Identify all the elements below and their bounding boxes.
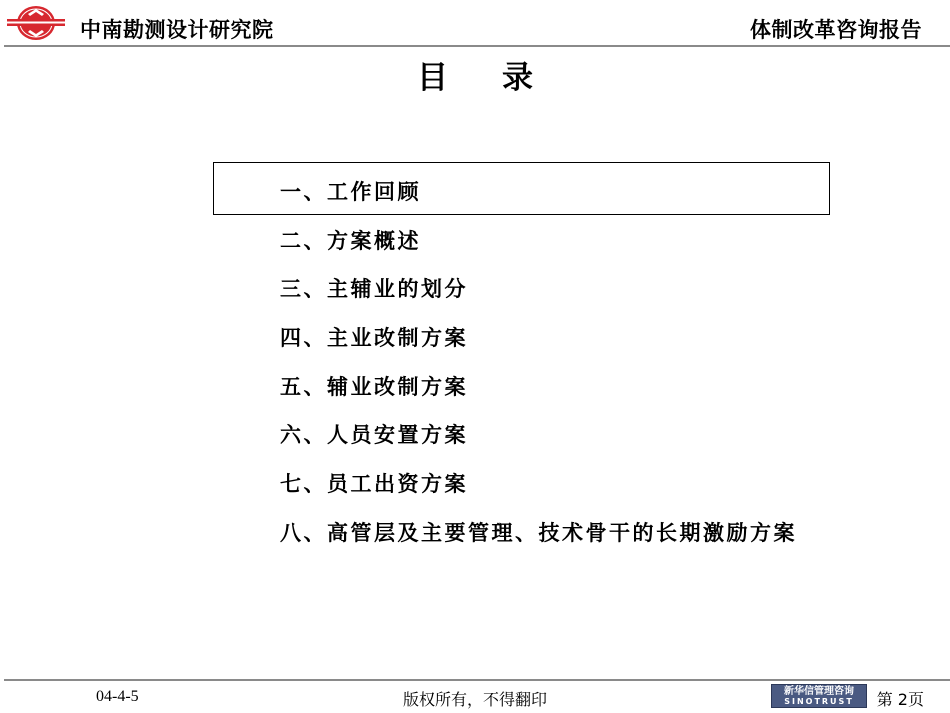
toc-item-long-term-incentive[interactable]: 八、高管层及主要管理、技术骨干的长期激励方案 (280, 519, 797, 545)
toc-item-staff-placement[interactable]: 六、人员安置方案 (280, 422, 468, 448)
toc-item-work-review[interactable]: 一、工作回顾 (280, 179, 421, 204)
page-number: 第 2页 (876, 690, 924, 709)
header-divider (4, 45, 950, 47)
organization-name: 中南勘测设计研究院 (80, 18, 274, 42)
brand-name-en: SINOTRUST (784, 697, 854, 706)
company-logo (6, 4, 66, 42)
report-title: 体制改革咨询报告 (750, 18, 922, 42)
toc-item-auxiliary-business-reform[interactable]: 五、辅业改制方案 (280, 373, 468, 399)
toc-item-main-business-reform[interactable]: 四、主业改制方案 (280, 325, 468, 351)
sinotrust-logo (771, 684, 867, 708)
footer-divider (4, 679, 950, 681)
footer-date: 04-4-5 (96, 688, 139, 705)
toc-item-employee-investment[interactable]: 七、员工出资方案 (280, 471, 468, 497)
footer-copyright: 版权所有，不得翻印 (402, 690, 547, 709)
toc-item-business-division[interactable]: 三、主辅业的划分 (280, 276, 468, 302)
toc-item-plan-overview[interactable]: 二、方案概述 (280, 227, 421, 253)
brand-name-cn: 新华信管理咨询 (784, 686, 854, 697)
page-title: 目录 (417, 60, 587, 96)
table-of-contents (280, 172, 797, 562)
